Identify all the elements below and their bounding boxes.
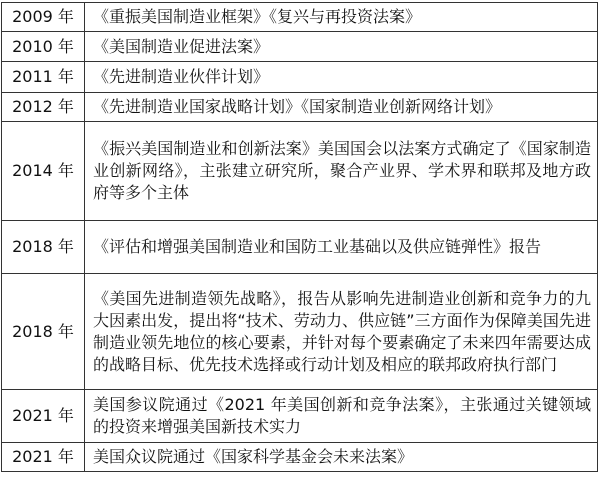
year-cell: 2021 年: [2, 390, 85, 443]
content-cell: 《先进制造业伙伴计划》: [85, 62, 598, 93]
table-row: [2, 62, 598, 93]
table-row: [2, 390, 598, 443]
content-cell: 美国众议院通过《国家科学基金会未来法案》: [85, 443, 598, 472]
content-cell: 《美国先进制造领先战略》，报告从影响先进制造业创新和竞争力的九大因素出发，提出将“技术、劳动力、供应链”三方面作为保障美国先进制造业领先地位的核心要素，并针对每个要素确定了未来四年需要达成的战略目标、优先技术选择或行动计划及相应的联邦政府执行部门: [85, 274, 598, 390]
year-cell: 2009 年: [2, 3, 85, 32]
content-cell: 美国参议院通过《2021 年美国创新和竞争法案》，主张通过关键领域的投资来增强美国新技术实力: [85, 390, 598, 443]
year-cell: 2014 年: [2, 122, 85, 221]
table-row: [2, 122, 598, 221]
table-row: [2, 221, 598, 274]
table-row: [2, 93, 598, 122]
policy-table: [1, 2, 598, 472]
table-row: [2, 32, 598, 62]
content-cell: 《美国制造业促进法案》: [85, 32, 598, 62]
year-cell: 2012 年: [2, 93, 85, 122]
year-cell: 2021 年: [2, 443, 85, 472]
content-cell: 《重振美国制造业框架》《复兴与再投资法案》: [85, 3, 598, 32]
content-cell: 《先进制造业国家战略计划》《国家制造业创新网络计划》: [85, 93, 598, 122]
content-cell: 《振兴美国制造业和创新法案》美国国会以法案方式确定了《国家制造业创新网络》，主张建立研究所，聚合产业界、学术界和联邦及地方政府等多个主体: [85, 122, 598, 221]
year-cell: 2010 年: [2, 32, 85, 62]
table-row: [2, 443, 598, 472]
year-cell: 2018 年: [2, 221, 85, 274]
table-row: [2, 274, 598, 390]
year-cell: 2018 年: [2, 274, 85, 390]
year-cell: 2011 年: [2, 62, 85, 93]
content-cell: 《评估和增强美国制造业和国防工业基础以及供应链弹性》报告: [85, 221, 598, 274]
table-row: [2, 3, 598, 32]
